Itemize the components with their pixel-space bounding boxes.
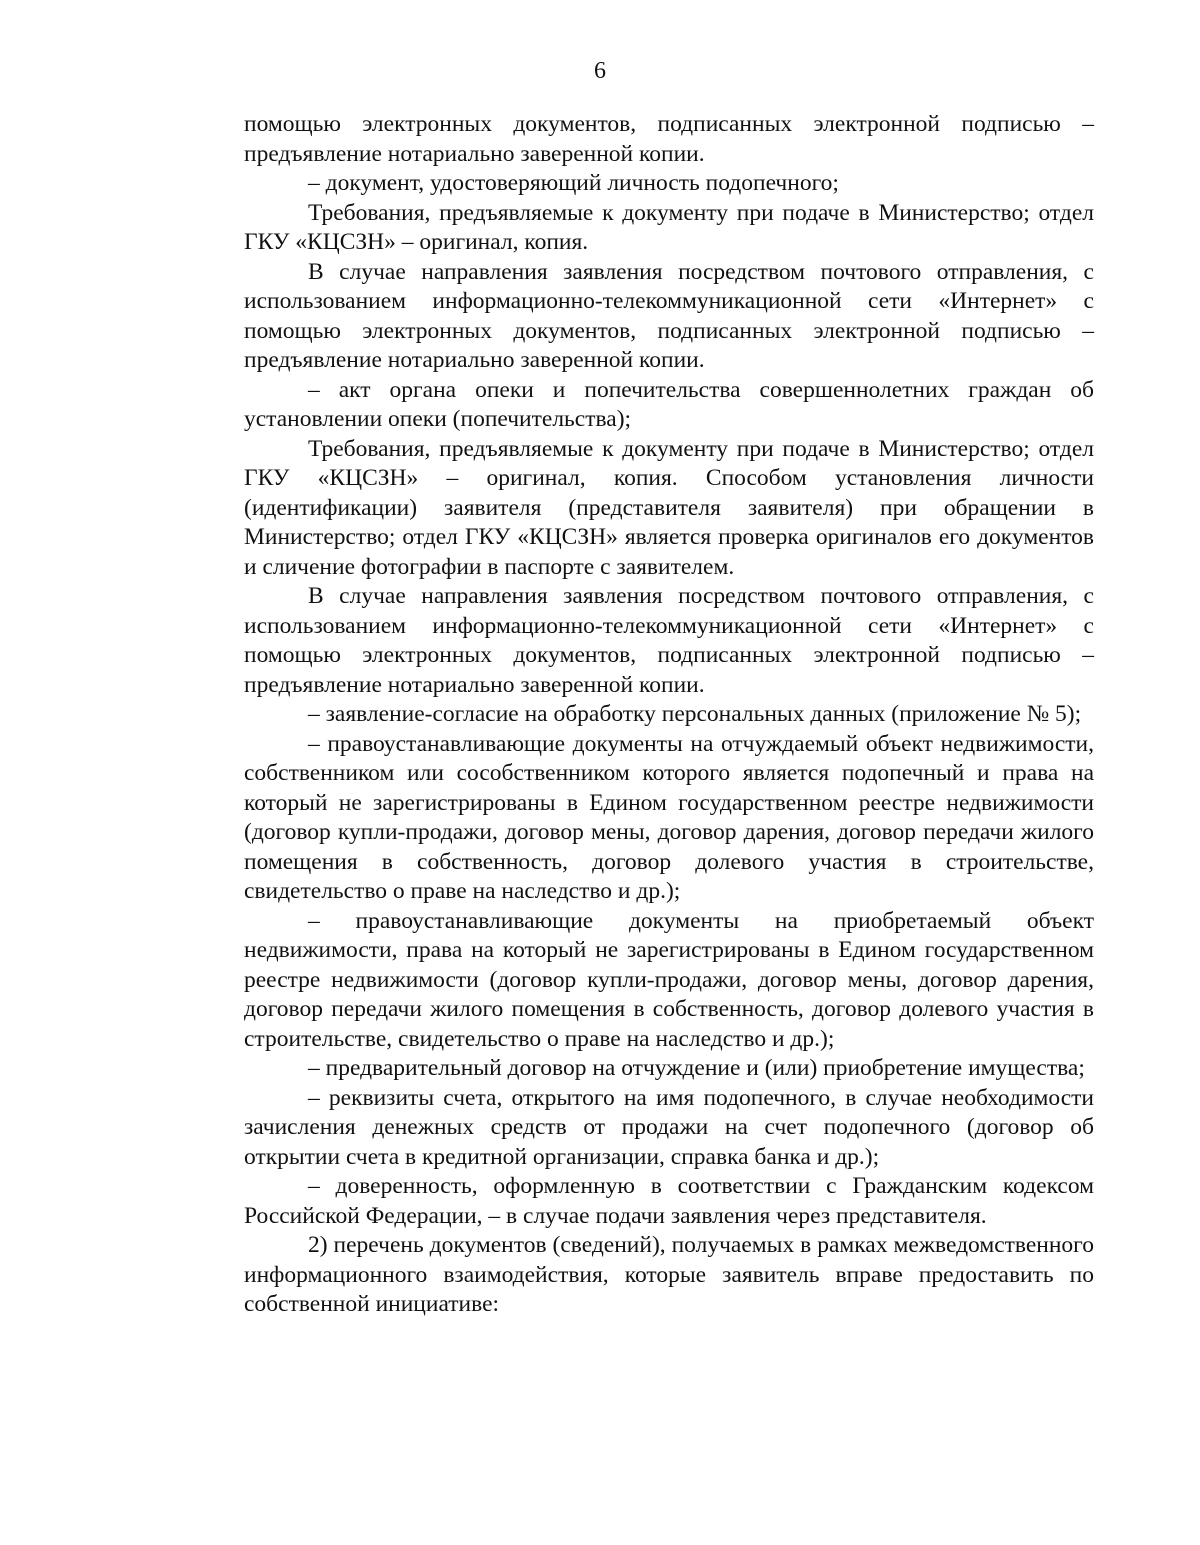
paragraph: Требования, предъявляемые к документу при подаче в Министерство; отдел ГКУ «КЦСЗН» – оригинал, копия. Способом установления личности (идентификации) заявителя (представителя заявителя) при обращении в Министерство; отдел ГКУ «КЦСЗН» является проверка оригиналов его документов и сличение фотографии в паспорте с заявителем. (244, 435, 1094, 580)
paragraph: – документ, удостоверяющий личность подопечного; (308, 170, 839, 196)
document-body (244, 110, 1094, 1320)
paragraph: В случае направления заявления посредством почтового отправления, с использованием информационно-телекоммуникационной сети «Интернет» с помощью электронных документов, подписанных электронной подписью – предъявление нотариально заверенной копии. (244, 583, 1094, 698)
paragraph: – правоустанавливающие документы на отчуждаемый объект недвижимости, собственником или сособственником которого является подопечный и права на который не зарегистрированы в Едином государственном реестре недвижимости (договор купли-продажи, договор мены, договор дарения, договор передачи жилого помещения в собственность, договор долевого участия в строительстве, свидетельство о праве на наследство и др.); (244, 730, 1094, 904)
paragraph: помощью электронных документов, подписанных электронной подписью – предъявление нотариально заверенной копии. (244, 111, 1094, 167)
paragraph: В случае направления заявления посредством почтового отправления, с использованием информационно-телекоммуникационной сети «Интернет» с помощью электронных документов, подписанных электронной подписью – предъявление нотариально заверенной копии. (244, 258, 1094, 373)
paragraph: Требования, предъявляемые к документу при подаче в Министерство; отдел ГКУ «КЦСЗН» – оригинал, копия. (244, 199, 1094, 255)
paragraph: – предварительный договор на отчуждение и (или) приобретение имущества; (308, 1055, 1085, 1081)
paragraph: – правоустанавливающие документы на приобретаемый объект недвижимости, права на который не зарегистрированы в Едином государственном реестре недвижимости (договор купли-продажи, договор мены, договор дарения, договор передачи жилого помещения в собственность, договор долевого участия в строительстве, свидетельство о праве на наследство и др.); (244, 907, 1094, 1052)
paragraph: – доверенность, оформленную в соответствии с Гражданским кодексом Российской Федерации, – в случае подачи заявления через представителя. (244, 1173, 1094, 1229)
paragraph: – заявление-согласие на обработку персональных данных (приложение № 5); (308, 701, 1082, 727)
page-number: 6 (594, 58, 606, 84)
paragraph: – реквизиты счета, открытого на имя подопечного, в случае необходимости зачисления денежных средств от продажи на счет подопечного (договор об открытии счета в кредитной организации, справка банка и др.); (244, 1084, 1094, 1170)
paragraph: – акт органа опеки и попечительства совершеннолетних граждан об установлении опеки (попечительства); (244, 376, 1094, 432)
paragraph: 2) перечень документов (сведений), получаемых в рамках межведомственного информационного взаимодействия, которые заявитель вправе предоставить по собственной инициативе: (244, 1232, 1094, 1317)
